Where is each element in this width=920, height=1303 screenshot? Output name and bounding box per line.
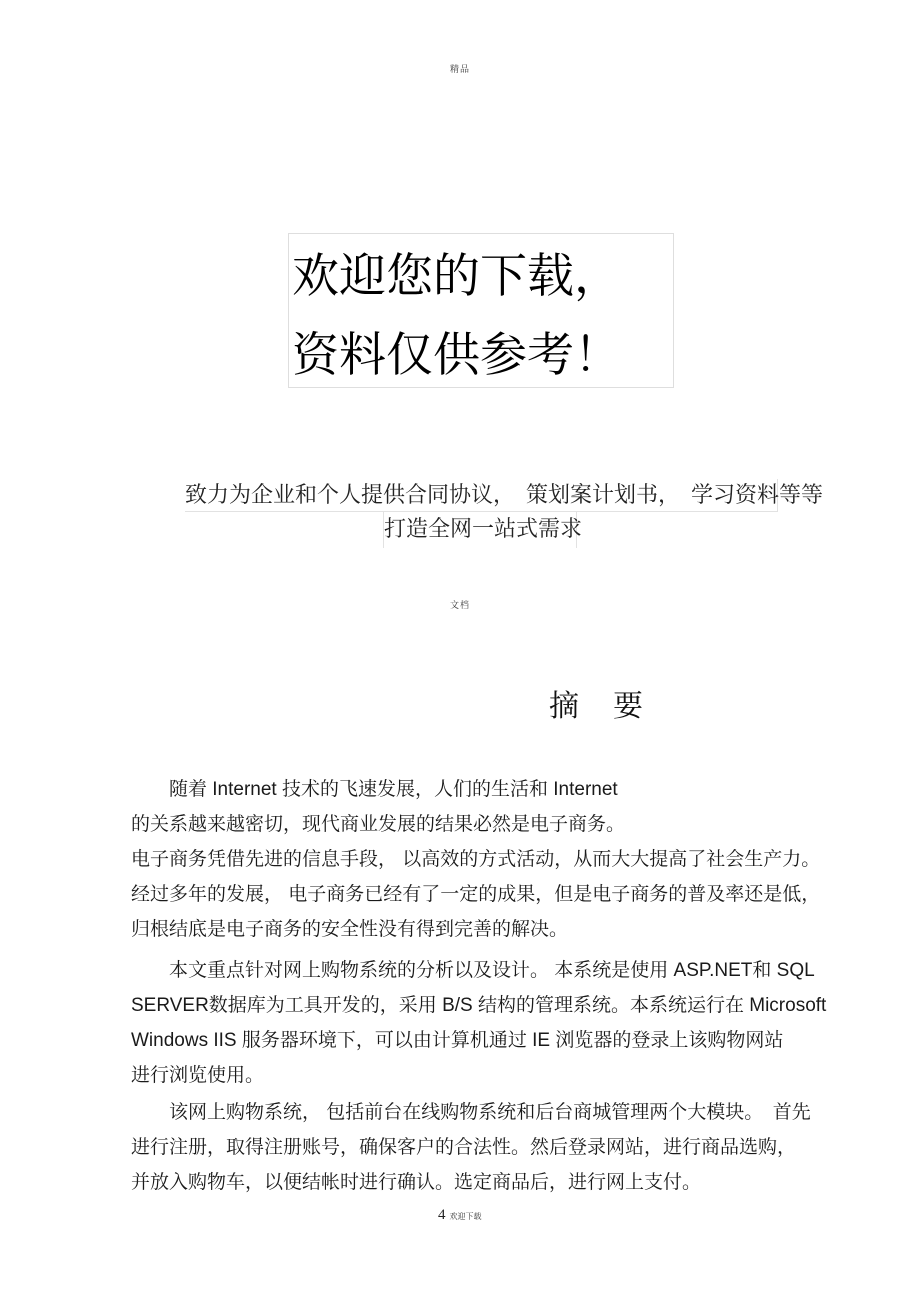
paragraph-line: 并放入购物车，以便结帐时进行确认。选定商品后，进行网上支付。 <box>131 1172 702 1193</box>
abstract-heading: 摘 要 <box>549 690 645 723</box>
tagline-line-2: 打造全网一站式需求 <box>383 512 577 548</box>
paragraph-line: 经过多年的发展， 电子商务已经有了一定的成果，但是电子商务的普及率还是低， <box>131 884 821 905</box>
abstract-body <box>131 772 827 1200</box>
title-line-1: 欢迎您的下载， <box>292 251 621 303</box>
paragraph-line: SERVER数据库为工具开发的，采用 B/S 结构的管理系统。本系统运行在 Microsoft <box>131 995 827 1016</box>
download-title-box <box>288 233 674 388</box>
paragraph-line: 归根结底是电子商务的安全性没有得到完善的解决。 <box>131 919 569 940</box>
paragraph-line: 随着 Internet 技术的飞速发展，人们的生活和 Internet <box>169 779 618 800</box>
watermark-mid: 文档 <box>450 600 471 610</box>
paragraph-line: 该网上购物系统， 包括前台在线购物系统和后台商城管理两个大模块。 首先 <box>169 1102 811 1123</box>
watermark-top: 精品 <box>450 64 471 74</box>
paragraph-line: 进行浏览使用。 <box>131 1065 265 1086</box>
paragraph-line: 本文重点针对网上购物系统的分析以及设计。 本系统是使用 ASP.NET和 SQL <box>169 960 815 981</box>
page-footer <box>438 1206 482 1224</box>
paragraph-line: 电子商务凭借先进的信息手段， 以高效的方式活动，从而大大提高了社会生产力。 <box>131 849 821 870</box>
page-number: 4 <box>438 1207 446 1223</box>
paragraph-line: 的关系越来越密切，现代商业发展的结果必然是电子商务。 <box>131 814 626 835</box>
tagline-line-1: 致力为企业和个人提供合同协议， 策划案计划书， 学习资料等等 <box>185 479 778 512</box>
paragraph-line: Windows IIS 服务器环境下，可以由计算机通过 IE 浏览器的登录上该购物网站 <box>131 1030 784 1051</box>
title-line-2: 资料仅供参考！ <box>292 330 621 382</box>
paragraph-line: 进行注册，取得注册账号，确保客户的合法性。然后登录网站，进行商品选购， <box>131 1137 797 1158</box>
footer-note: 欢迎下载 <box>449 1212 482 1221</box>
